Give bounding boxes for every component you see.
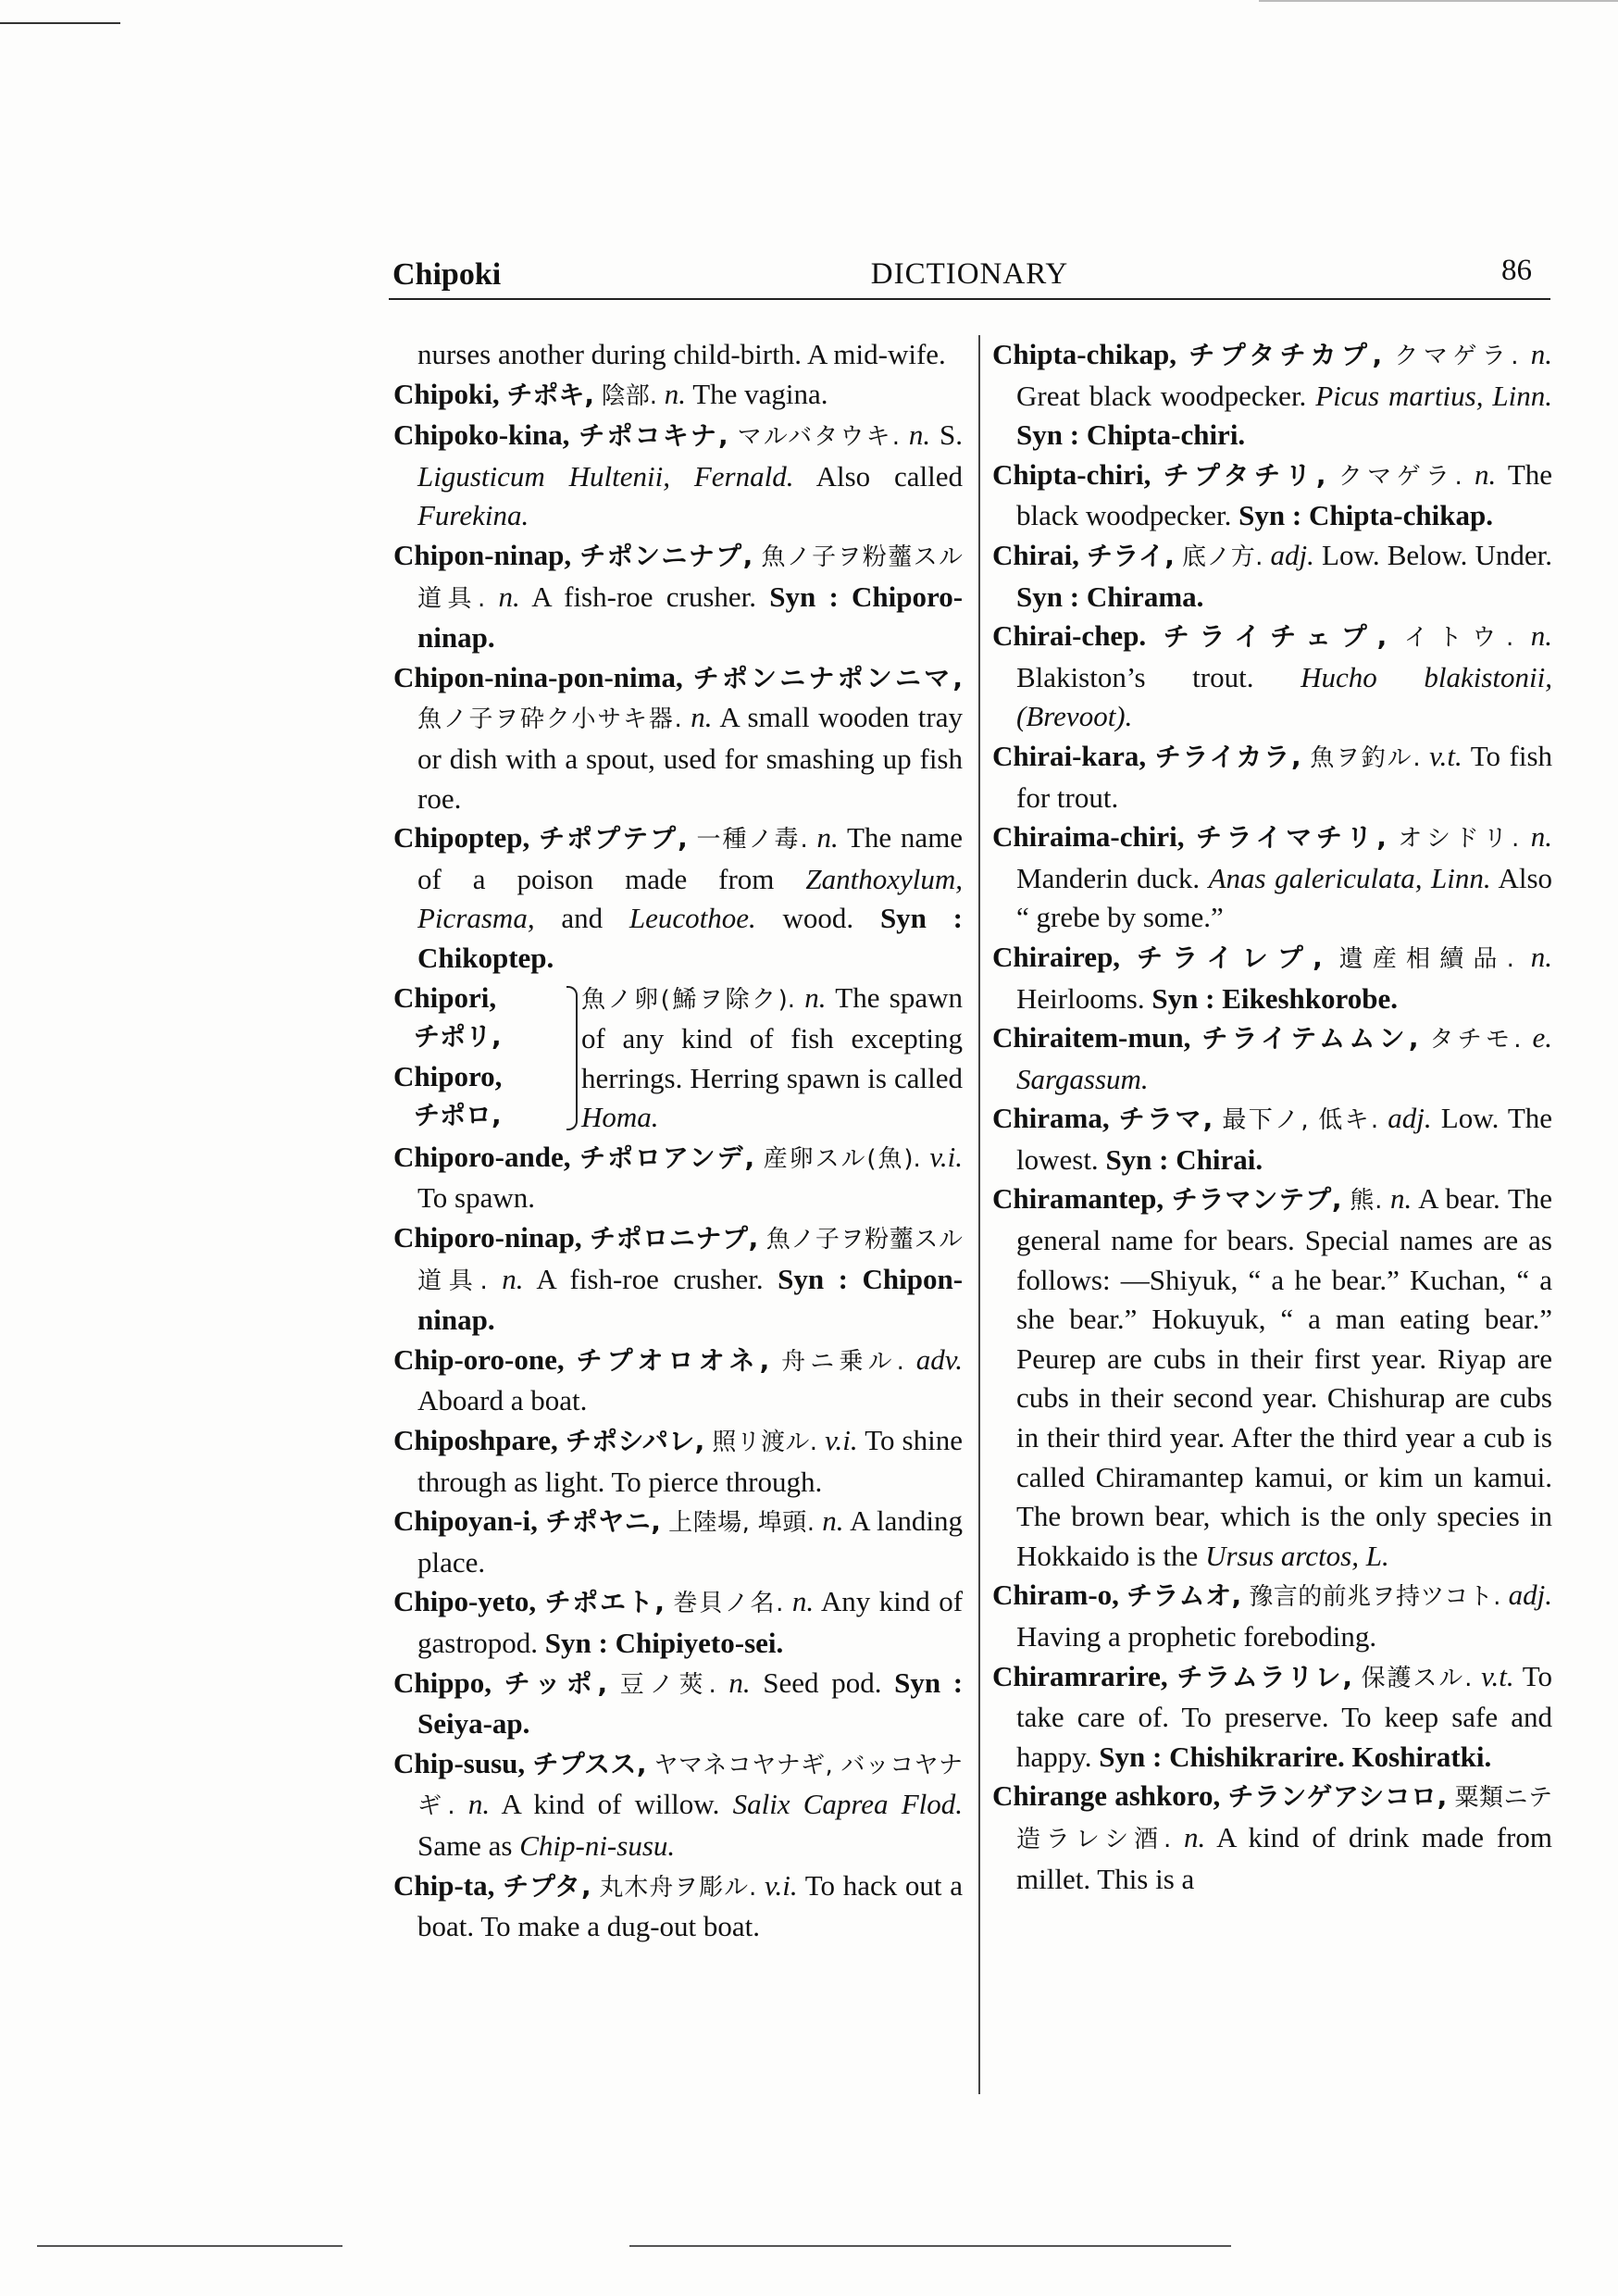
- page-number: 86: [1501, 254, 1532, 287]
- synonym-label: Syn :: [769, 580, 839, 613]
- definition: Heirlooms.: [1016, 981, 1145, 1015]
- definition: A fish-roe crusher.: [536, 1262, 764, 1295]
- definition: To spawn.: [417, 1181, 535, 1215]
- part-of-speech: n.: [1183, 1820, 1206, 1853]
- headword: Chirai-chep.: [992, 619, 1147, 653]
- japanese-gloss: 照リ渡ル.: [712, 1429, 817, 1457]
- definition: Having a prophetic foreboding.: [1016, 1620, 1377, 1653]
- page-header: [389, 252, 1550, 300]
- definition: A kind of drink made from millet. This is a: [1016, 1820, 1552, 1895]
- scientific-name: Salix Caprea Flod.: [732, 1788, 964, 1821]
- japanese-gloss: 底ノ方.: [1182, 543, 1263, 571]
- synonym: Chirai.: [1176, 1142, 1263, 1176]
- part-of-speech: adv.: [915, 1342, 964, 1376]
- part-of-speech: adj.: [1508, 1578, 1553, 1612]
- part-of-speech: v.i.: [765, 1868, 798, 1902]
- scientific-name: Chip-ni-susu.: [519, 1828, 676, 1862]
- dictionary-entry: [992, 817, 1552, 938]
- kana: チライマチリ,: [1195, 822, 1387, 854]
- japanese-gloss: イトウ.: [1403, 624, 1514, 653]
- japanese-gloss: ヤマネコヤナギ, バッコヤナギ.: [417, 1751, 963, 1821]
- dictionary-entry: [992, 1179, 1552, 1576]
- synonym: Eikeshkorobe.: [1222, 981, 1398, 1015]
- definition: Also “ grebe by some.”: [1016, 861, 1553, 934]
- scientific-name: Furekina.: [417, 499, 529, 532]
- kana: チポシパレ,: [565, 1426, 705, 1457]
- definition: A bear. The general name for bears. Special names are as follows: —Shiyuk, “ a he bear.” Kuchan, “ a she bear.” Hokuyuk, “ a man eating bear.” Peurep are cubs in their first year. Riyap are cubs in their second year. Chishurap are cubs in their third year. After the third year a cub is called Chiramantep kamui, or kim un kamui. The brown bear, which is the only species in Hokkaido is the: [1016, 1182, 1553, 1572]
- kana: チラムオ,: [1126, 1580, 1242, 1612]
- headword: Chipo-yeto,: [393, 1585, 537, 1618]
- kana: チラマンテプ,: [1171, 1184, 1342, 1216]
- part-of-speech: n.: [1530, 820, 1552, 854]
- headword: Chipta-chikap,: [992, 338, 1176, 370]
- synonym-label: Syn :: [544, 1627, 608, 1659]
- kana: チポプテプ,: [539, 823, 688, 855]
- kana: チプタ,: [503, 1870, 591, 1902]
- headword: Chirama,: [992, 1102, 1110, 1135]
- entry-continuation: [393, 335, 963, 375]
- headword: Chiramantep,: [992, 1182, 1164, 1216]
- headword: Chirairep,: [992, 940, 1121, 973]
- kana: チライテムムン,: [1201, 1023, 1419, 1054]
- scientific-name: Zanthoxylum, Picrasma,: [417, 862, 964, 935]
- synonym-label: Syn :: [1238, 499, 1302, 532]
- scientific-name: Sargassum.: [1016, 1062, 1149, 1095]
- part-of-speech: n.: [1530, 619, 1553, 653]
- japanese-gloss: 魚ノ卵(鯑ヲ除ク).: [581, 985, 795, 1014]
- dictionary-entry: [393, 1218, 963, 1341]
- dictionary-entry: [992, 1576, 1552, 1656]
- japanese-gloss: 巻貝ノ名.: [673, 1590, 784, 1618]
- part-of-speech: n.: [728, 1666, 751, 1699]
- headword: Chipoyan-i,: [393, 1504, 538, 1538]
- synonym: Chipiyeto-sei.: [615, 1627, 784, 1659]
- definition: To fish for trout.: [1016, 739, 1553, 814]
- headword: Chiporo,: [393, 1059, 503, 1092]
- kana: チランゲアシコロ,: [1227, 1781, 1448, 1813]
- dictionary-entry: [393, 375, 963, 417]
- definition: The spawn of any kind of fish excepting herrings. Herring spawn is called: [581, 980, 964, 1094]
- right-column: [992, 335, 1552, 1899]
- japanese-gloss: 粟類ニテ造ラレシ酒.: [1016, 1784, 1552, 1853]
- kana: チプスス,: [532, 1748, 647, 1779]
- synonym-label: Syn :: [894, 1666, 964, 1699]
- scientific-name: Anas galericulata, Linn.: [1208, 861, 1491, 894]
- headword: Chip-oro-one,: [393, 1342, 565, 1376]
- synonym: Chipta-chikap.: [1308, 499, 1493, 532]
- curly-brace: [565, 979, 581, 1138]
- guide-word: Chipoki: [392, 257, 502, 292]
- japanese-gloss: 熊.: [1350, 1187, 1383, 1216]
- headword: Chipoko-kina,: [393, 418, 570, 452]
- dictionary-entry: [393, 1502, 963, 1582]
- japanese-gloss: オシドリ.: [1398, 825, 1520, 854]
- synonym-label: Syn :: [1099, 1740, 1163, 1773]
- dictionary-entry: [992, 1099, 1552, 1179]
- definition: wood.: [782, 902, 854, 935]
- japanese-gloss: クマゲラ.: [1394, 343, 1519, 370]
- dictionary-entry: [393, 1664, 963, 1744]
- dictionary-entry: [393, 1138, 963, 1218]
- kana: チライ,: [1087, 540, 1175, 571]
- part-of-speech: n.: [822, 1504, 844, 1538]
- kana: チポコキナ,: [579, 420, 728, 452]
- kana: チライチェプ,: [1163, 621, 1388, 653]
- japanese-gloss: 産卵スル(魚).: [763, 1144, 921, 1173]
- definition: A fish-roe crusher.: [531, 580, 757, 613]
- kana: チポンニナプ,: [579, 540, 753, 571]
- japanese-gloss: 魚ヲ釣ル.: [1310, 743, 1421, 772]
- definition: A kind of willow.: [501, 1788, 720, 1821]
- part-of-speech: n.: [804, 980, 827, 1014]
- headword: Chiposhpare,: [393, 1424, 558, 1457]
- kana: チライレプ,: [1137, 942, 1323, 973]
- headword: Chiraitem-mun,: [992, 1021, 1191, 1054]
- headword: Chipoki,: [393, 377, 500, 410]
- definition: To hack out a boat. To make a dug-out boat.: [417, 1868, 963, 1943]
- dictionary-entry: [992, 617, 1552, 737]
- synonym-label: Syn :: [778, 1262, 848, 1295]
- kana: チラムラリレ,: [1176, 1661, 1352, 1692]
- headword: Chipoptep,: [393, 821, 530, 855]
- kana: チポエト,: [544, 1587, 665, 1618]
- headword: Chirai-kara,: [992, 739, 1147, 772]
- headword: Chipon-ninap,: [393, 538, 572, 571]
- part-of-speech: n.: [1389, 1182, 1413, 1216]
- japanese-gloss: 豫言的前兆ヲ持ツコト.: [1249, 1583, 1501, 1612]
- dictionary-entry: [992, 1777, 1552, 1899]
- japanese-gloss: 最下ノ, 低キ.: [1222, 1106, 1379, 1135]
- kana: チポヤニ,: [545, 1506, 661, 1538]
- page-title: DICTIONARY: [870, 257, 1069, 291]
- kana: チライカラ,: [1154, 741, 1301, 772]
- dictionary-entry: [393, 1582, 963, 1663]
- dictionary-entry: [992, 335, 1552, 455]
- part-of-speech: e.: [1532, 1021, 1553, 1054]
- definition: and: [561, 902, 604, 935]
- dictionary-entry: [393, 1744, 963, 1866]
- definition: To take care of. To preserve. To keep safe and happy.: [1016, 1659, 1553, 1773]
- scientific-name: Homa.: [581, 1101, 659, 1134]
- part-of-speech: adj.: [1270, 538, 1314, 571]
- part-of-speech: v.t.: [1481, 1659, 1514, 1692]
- synonym-label: Syn :: [1016, 580, 1080, 613]
- headword: Chiramrarire,: [992, 1659, 1168, 1692]
- dictionary-entry: [393, 416, 963, 536]
- dictionary-entry: [393, 536, 963, 658]
- dictionary-entry: [992, 938, 1552, 1018]
- kana: チポキ,: [506, 379, 594, 410]
- headword: Chiporo-ninap,: [393, 1221, 582, 1254]
- part-of-speech: n.: [1530, 940, 1553, 973]
- definition: The name of a poison made from: [417, 821, 964, 895]
- definition: Any kind of gastropod.: [417, 1585, 964, 1659]
- dictionary-entry: [992, 536, 1552, 617]
- kana: チポンニナポンニマ,: [692, 662, 964, 693]
- japanese-gloss: 丸木舟ヲ彫ル.: [599, 1873, 757, 1902]
- part-of-speech: n.: [498, 580, 520, 613]
- part-of-speech: adj.: [1388, 1102, 1432, 1135]
- japanese-gloss: 一種ノ毒.: [696, 826, 808, 855]
- japanese-gloss: 魚ノ子ヲ粉虀スル道具.: [417, 1226, 964, 1295]
- synonym: Seiya-ap.: [417, 1707, 530, 1741]
- synonym-label: Syn :: [879, 902, 964, 935]
- dictionary-entry: [992, 737, 1552, 817]
- japanese-gloss: 魚ノ子ヲ砕ク小サキ器.: [417, 705, 682, 734]
- scan-mark: [0, 22, 120, 24]
- definition: Seed pod.: [763, 1666, 882, 1699]
- kana: チポリ,: [414, 1021, 502, 1053]
- definition: The black woodpecker.: [1016, 457, 1553, 532]
- part-of-speech: n.: [691, 701, 713, 734]
- synonym: Chipta-chiri.: [1086, 418, 1246, 452]
- part-of-speech: n.: [664, 377, 686, 410]
- part-of-speech: v.i.: [825, 1424, 858, 1457]
- japanese-gloss: タチモ.: [1429, 1026, 1522, 1054]
- japanese-gloss: 上陸場, 埠頭.: [668, 1509, 815, 1538]
- definition: Manderin duck.: [1016, 861, 1201, 894]
- part-of-speech: n.: [791, 1585, 815, 1618]
- part-of-speech: n.: [467, 1788, 491, 1821]
- definition: Aboard a boat.: [417, 1384, 588, 1417]
- headword: Chirange ashkoro,: [992, 1779, 1221, 1813]
- entry-text: nurses another during child-birth. A mid-wife.: [417, 338, 946, 370]
- kana: チポロ,: [414, 1100, 502, 1131]
- headword: Chiram-o,: [992, 1578, 1119, 1612]
- definition: Great black woodpecker.: [1016, 379, 1307, 412]
- definition: The vagina.: [692, 377, 828, 410]
- headword: Chipori,: [393, 980, 497, 1014]
- definition: Low. The lowest.: [1016, 1102, 1553, 1176]
- definition: Blakiston’s trout.: [1016, 660, 1254, 693]
- scan-mark: [37, 2245, 342, 2247]
- headword: Chip-ta,: [393, 1868, 495, 1902]
- scan-mark: [1259, 0, 1618, 2]
- headword: Chiporo-ande,: [393, 1140, 571, 1173]
- synonym-label: Syn :: [1105, 1142, 1169, 1176]
- kana: チポロニナプ,: [589, 1223, 759, 1254]
- part-of-speech: n.: [502, 1262, 524, 1295]
- column-divider: [978, 335, 980, 2094]
- headword: Chippo,: [393, 1666, 492, 1699]
- japanese-gloss: マルバタウキ.: [737, 423, 900, 452]
- japanese-gloss: 保護スル.: [1361, 1664, 1473, 1692]
- definition: S.: [940, 418, 964, 452]
- japanese-gloss: 陰部.: [601, 381, 657, 410]
- synonym: Chiporo-ninap.: [417, 580, 964, 655]
- scan-mark: [629, 2245, 1231, 2247]
- dictionary-entry: [393, 1866, 963, 1947]
- synonym: Chirama.: [1086, 580, 1204, 613]
- definition: A landing place.: [417, 1504, 964, 1578]
- dictionary-entry: [393, 1341, 963, 1421]
- headword: Chipta-chiri,: [992, 457, 1151, 491]
- definition: Also called: [815, 459, 964, 493]
- part-of-speech: n.: [816, 821, 839, 855]
- definition: A small wooden tray or dish with a spout, used for smashing up fish roe.: [417, 701, 963, 815]
- part-of-speech: v.t.: [1429, 739, 1462, 772]
- left-column: [393, 335, 963, 1947]
- scientific-name: Leucothoe.: [629, 902, 756, 935]
- definition: Low. Below. Under.: [1322, 538, 1553, 571]
- japanese-gloss: 魚ノ子ヲ粉虀スル道具.: [417, 543, 964, 613]
- scientific-name: Picus martius, Linn.: [1315, 379, 1552, 412]
- kana: チッポ,: [504, 1667, 608, 1699]
- headword: Chipon-nina-pon-nima,: [393, 660, 683, 693]
- headword: Chirai,: [992, 538, 1079, 571]
- part-of-speech: v.i.: [929, 1140, 963, 1173]
- part-of-speech: n.: [1474, 457, 1497, 491]
- dictionary-entry: [992, 1657, 1552, 1778]
- dictionary-entry: [393, 818, 963, 978]
- kana: チプタチリ,: [1163, 459, 1326, 491]
- synonym: Chikoptep.: [417, 941, 554, 974]
- headword: Chiraima-chiri,: [992, 820, 1185, 854]
- definition: Same as: [417, 1828, 513, 1862]
- scientific-name: Hucho blakistonii, (Brevoot).: [1016, 660, 1552, 733]
- kana: チプタチカプ,: [1189, 340, 1383, 370]
- group-headwords: [393, 979, 565, 1138]
- part-of-speech: n.: [1530, 338, 1553, 370]
- dictionary-entry: [992, 1018, 1552, 1099]
- dictionary-entry: [393, 658, 963, 818]
- scientific-name: Ursus arctos, L.: [1205, 1539, 1389, 1572]
- japanese-gloss: 遺産相續品.: [1338, 944, 1514, 973]
- headword: Chip-susu,: [393, 1746, 526, 1779]
- dictionary-entry: [992, 455, 1552, 536]
- synonym-label: Syn :: [1016, 418, 1080, 452]
- kana: チポロアンデ,: [579, 1142, 755, 1173]
- group-definition: [581, 979, 963, 1138]
- kana: チラマ,: [1118, 1104, 1214, 1135]
- synonym: Chishikrarire. Koshiratki.: [1169, 1740, 1492, 1773]
- definition: To shine through as light. To pierce through.: [417, 1424, 963, 1498]
- scientific-name: Ligusticum Hultenii, Fernald.: [417, 459, 794, 493]
- japanese-gloss: 舟ニ乗ル.: [781, 1347, 904, 1376]
- kana: チプオロオネ,: [576, 1344, 770, 1376]
- synonym-label: Syn :: [1151, 981, 1215, 1015]
- grouped-entry: [393, 979, 963, 1138]
- dictionary-entry: [393, 1421, 963, 1502]
- japanese-gloss: クマゲラ.: [1338, 462, 1462, 491]
- part-of-speech: n.: [908, 418, 931, 452]
- synonym: Chipon-ninap.: [417, 1262, 964, 1337]
- japanese-gloss: 豆ノ莢.: [619, 1670, 716, 1699]
